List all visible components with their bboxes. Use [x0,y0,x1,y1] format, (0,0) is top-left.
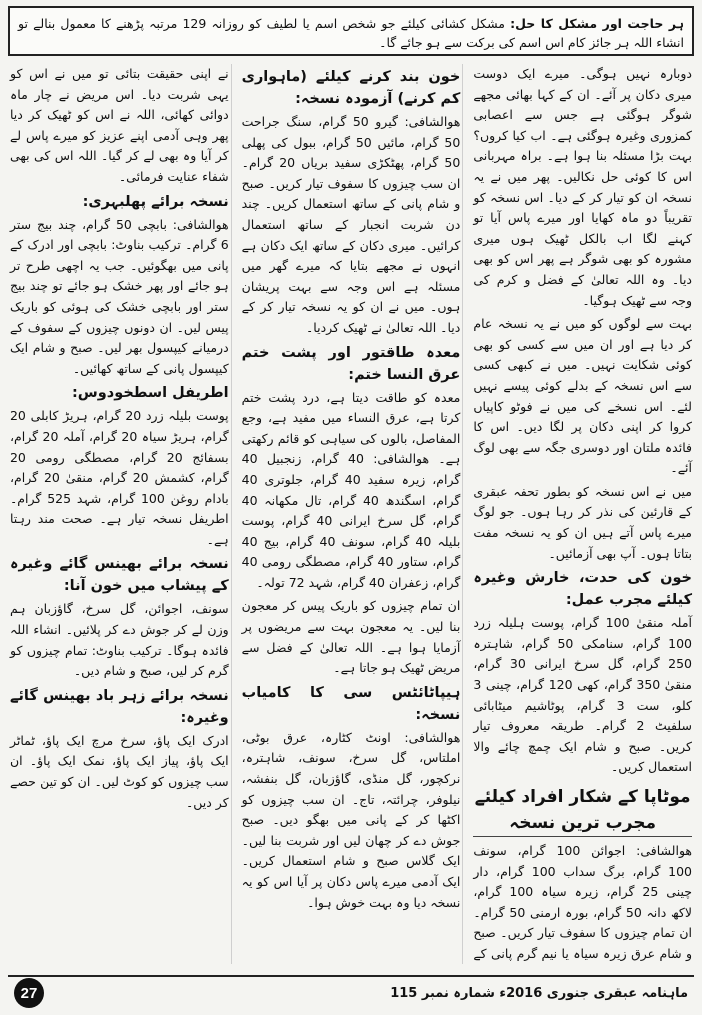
column-left [8,64,232,964]
section-heading-large: موٹاپا کے شکار افراد کیلئے مجرب ترین نسخہ [473,784,692,837]
page-footer [8,975,694,1009]
paragraph: بہت سے لوگوں کو میں نے یہ نسخہ عام کر دیا ہے اور ان میں سے کسی کو بھی کوئی شکایت نہیں۔ میں نے کبھی کسی سے اس نسخہ کے بدلے کوئی پیسے نہیں لئے۔ اس نسخے کی میں نے فوٹو کاپیاں کروا کر اپنی دکان پر لگا دیں۔ اس کا فائدہ ملتان اور دوسری جگہ سے بھی لوگ آئے۔ [473,316,692,476]
paragraph: ھوالشافی: اجوائن 100 گرام، سونف 100 گرام، برگ سداب 100 گرام، دار چینی 25 گرام، زیرہ سیاہ 100 گرام، لاکھ دانہ 50 گرام، بورہ ارمنی 50 گرام۔ ان تمام چیزوں کا سفوف تیار کریں۔ صبح و شام عرق زیرہ سیاہ یا نیم گرم پانی کے [473,843,692,961]
section-heading: نسخہ برائے بھینس گائے وغیرہ کے پیشاب میں خون آنا: [9,556,229,595]
paragraph: ادرک ایک پاؤ، سرخ مرچ ایک پاؤ، ٹماٹر ایک پاؤ، پیاز ایک پاؤ، نمک ایک پاؤ۔ ان سب چیزوں کو کوٹ لیں۔ ان کو تین حصے کر دیں۔ [9,732,229,810]
paragraph: نے اپنی حقیقت بتائی تو میں نے اس کو یہی شربت دیا۔ اس مریض نے چار ماہ دوائی کھائی، اللہ نے اس کو ٹھیک کر دیا پھر وہی آدمی اپنے عزیز کو میرے پاس لے کر آیا وہ بھی لے کر گیا۔ اللہ اس کی بھی شفاء عنایت فرمائی۔ [9,66,229,184]
text-columns [8,64,694,964]
magazine-issue: ماہنامہ عبقری جنوری 2016ء شمارہ نمبر 115 [390,985,688,1001]
header-lead: ہر حاجت اور مشکل کا حل: [510,16,684,31]
header-banner [8,6,694,56]
section-heading: ہیپاٹائٹس سی کا کامیاب نسخہ: [241,684,461,723]
section-heading: نسخہ برائے زہر باد بھینس گائے وغیرہ: [9,687,229,726]
section-heading: نسخہ برائے پھلبہری: [82,193,229,210]
section-heading: اطریفل اسطخودوس: [71,385,229,402]
magazine-page [8,6,694,1009]
paragraph: ھوالشافی: اونٹ کٹارہ، عرق بوٹی، املتاس، گل سرخ، سونف، شاہترہ، نرکچور، گل منڈی، گاؤزبان، گل بنفشہ، نیلوفر، چرائتہ، تاج۔ ان سب چیزوں کو اکٹھا کر کے پانی میں بھگو دیں۔ صبح جوش دے کر چھان لیں اور شربت بنا لیں۔ ایک گلاس صبح و شام استعمال کریں۔ ایک آدمی میرے پاس دکان پر آیا اس کو یہ نسخہ دیا وہ بہت خوش ہوا۔ [241,729,461,910]
paragraph: ھوالشافی: گیرو 50 گرام، سنگ جراحت 50 گرام، مائیں 50 گرام، ببول کی پھلی 50 گرام، پھٹکڑی سفید بریاں 20 گرام۔ ان سب چیزوں کا سفوف تیار کریں۔ صبح و شام پانی کے ساتھ استعمال کریں۔ چند دن شربت انجبار کے ساتھ استعمال کرائیں۔ میری دکان کے ساتھ ایک دکان ہے انہوں نے مجھے بتایا کہ میرے گھر میں مسئلہ ہے اس وجہ سے بہت پریشان ہوں۔ میں نے ان کو یہ نسخہ تیار کر کے دیا۔ اللہ تعالیٰ نے ٹھیک کردیا۔ [241,114,461,335]
header-text: مشکل کشائی کیلئے جو شخص اسم یا لطیف کو روزانہ 129 مرتبہ پڑھنے کا معمول بنالے تو انشاء اللہ ہر جائز کام اس اسم کی برکت سے ہو جائے گا۔ [18,16,684,50]
paragraph: معدہ کو طاقت دیتا ہے، درد پشت ختم کرتا ہے، عرق النساء میں مفید ہے، وجع المفاصل، بالوں کی سیاہی کو قائم رکھتی ہے۔ ھوالشافی: 40 گرام، زنجبیل 40 گرام، زیرہ سفید 40 گرام، جلوتری 40 گرام، اسگندھ 40 گرام، تال مکھانہ 40 گرام، گل سرخ ایرانی 40 گرام، پوست بلیلہ 40 گرام، سونف 40 گرام، بیج 40 گرام، ستاور 40 گرام، مصطگی رومی 40 گرام، زعفران 40 گرام، شہد 72 تولہ۔ [241,389,461,590]
section-heading: خون کی حدت، خارش وغیرہ کیلئے مجرب عمل: [473,570,692,609]
page-number: 27 [14,978,44,1008]
section-heading: معدہ طاقتور اور پشت ختم عرق النسا ختم: [241,344,461,383]
paragraph: دوبارہ نہیں ہوگی۔ میرے ایک دوست میری دکان پر آئے۔ ان کے کہا بھائی مجھے شوگر ہوگئی ہے جس سے اعصابی کمزوری وغیرہ ہوگئی ہے۔ اب کیا کروں؟ بہت بڑا مسئلہ بنا ہوا ہے۔ براہ مہربانی اس کا کوئی حل نکالیں۔ پھر میں نے یہ نسخہ ان کو تیار کر کے دیا۔ اس نسخہ کو تقریباً دو ماہ کھایا اور میرے پاس آیا تو کہنے لگا اب بالکل ٹھیک ہوں میری مشورہ کو بھی شوگر ہے پھر اس کو بھی دیا۔ وہ اللہ تعالیٰ کے فضل و کرم کی وجہ سے ٹھیک ہوگیا۔ [473,66,692,308]
paragraph: ان تمام چیزوں کو باریک پیس کر معجون بنا لیں۔ یہ معجون بہت سے مریضوں پر آزمایا ہوا ہے۔ اللہ تعالیٰ کے فضل سے مریض ٹھیک ہو جاتا ہے۔ [241,598,461,676]
paragraph: ھوالشافی: بابچی 50 گرام، چند بیج ستر 6 گرام۔ ترکیب بناوٹ: بابچی اور ادرک کے پانی میں بھگوئیں۔ جب یہ اچھی طرح تر ہو جائے اور پھر خشک ہو جائے تو چند بیج ستر اور بابچی خشک کی ہوئی کو باریک پیس لیں۔ ان دونوں چیزوں کے سفوف کے درمیانے کیپسول بھر لیں۔ صبح و شام ایک کیپسول پانی کے ساتھ کھائیں۔ [9,216,229,376]
paragraph: پوست بلیلہ زرد 20 گرام، ہریڑ کابلی 20 گرام، ہریڑ سیاہ 20 گرام، آملہ 20 گرام، بسفائج 20 گرام، مصطگی رومی 20 گرام، کشمش 20 گرام، منقیٰ 20 گرام، بادام روغن 100 گرام، شہد 525 گرام۔ اطریفل نسخہ تیار ہے۔ صحت مند رہتا ہے۔ [9,408,229,547]
paragraph: آملہ منقیٰ 100 گرام، پوست ہلیلہ زرد 100 گرام، سنامکی 50 گرام، شاہترہ 250 گرام، گل سرخ ایرانی 30 گرام، منقیٰ 350 گرام، کھی 120 گرام، چینی 3 کلو، ست 3 گرام، پوٹاشیم میٹابائی سلفیٹ 2 گرام۔ طریقہ معروف تیار کریں۔ صبح و شام ایک چمچ چائے والا استعمال کریں۔ [473,615,692,775]
column-right [471,64,694,964]
paragraph: سونف، اجوائن، گل سرخ، گاؤزبان ہم وزن لے کر جوش دے کر پلائیں۔ انشاء اللہ فائدہ ہوگا۔ ترکیب بناوٹ: تمام چیزوں کو گرم کر لیں، صبح و شام دیں۔ [9,601,229,679]
section-heading: خون بند کرنے کیلئے (ماہواری کم کرنے) آزمودہ نسخہ: [241,69,461,107]
paragraph: میں نے اس نسخہ کو بطور تحفہ عبقری کے قارئین کی نذر کر رہا ہوں۔ جو لوگ میرے پاس آتے ہیں ان کو یہ نسخہ مفت بتاتا ہوں۔ آپ بھی آزمائیں۔ [473,483,692,561]
column-middle [240,64,464,964]
